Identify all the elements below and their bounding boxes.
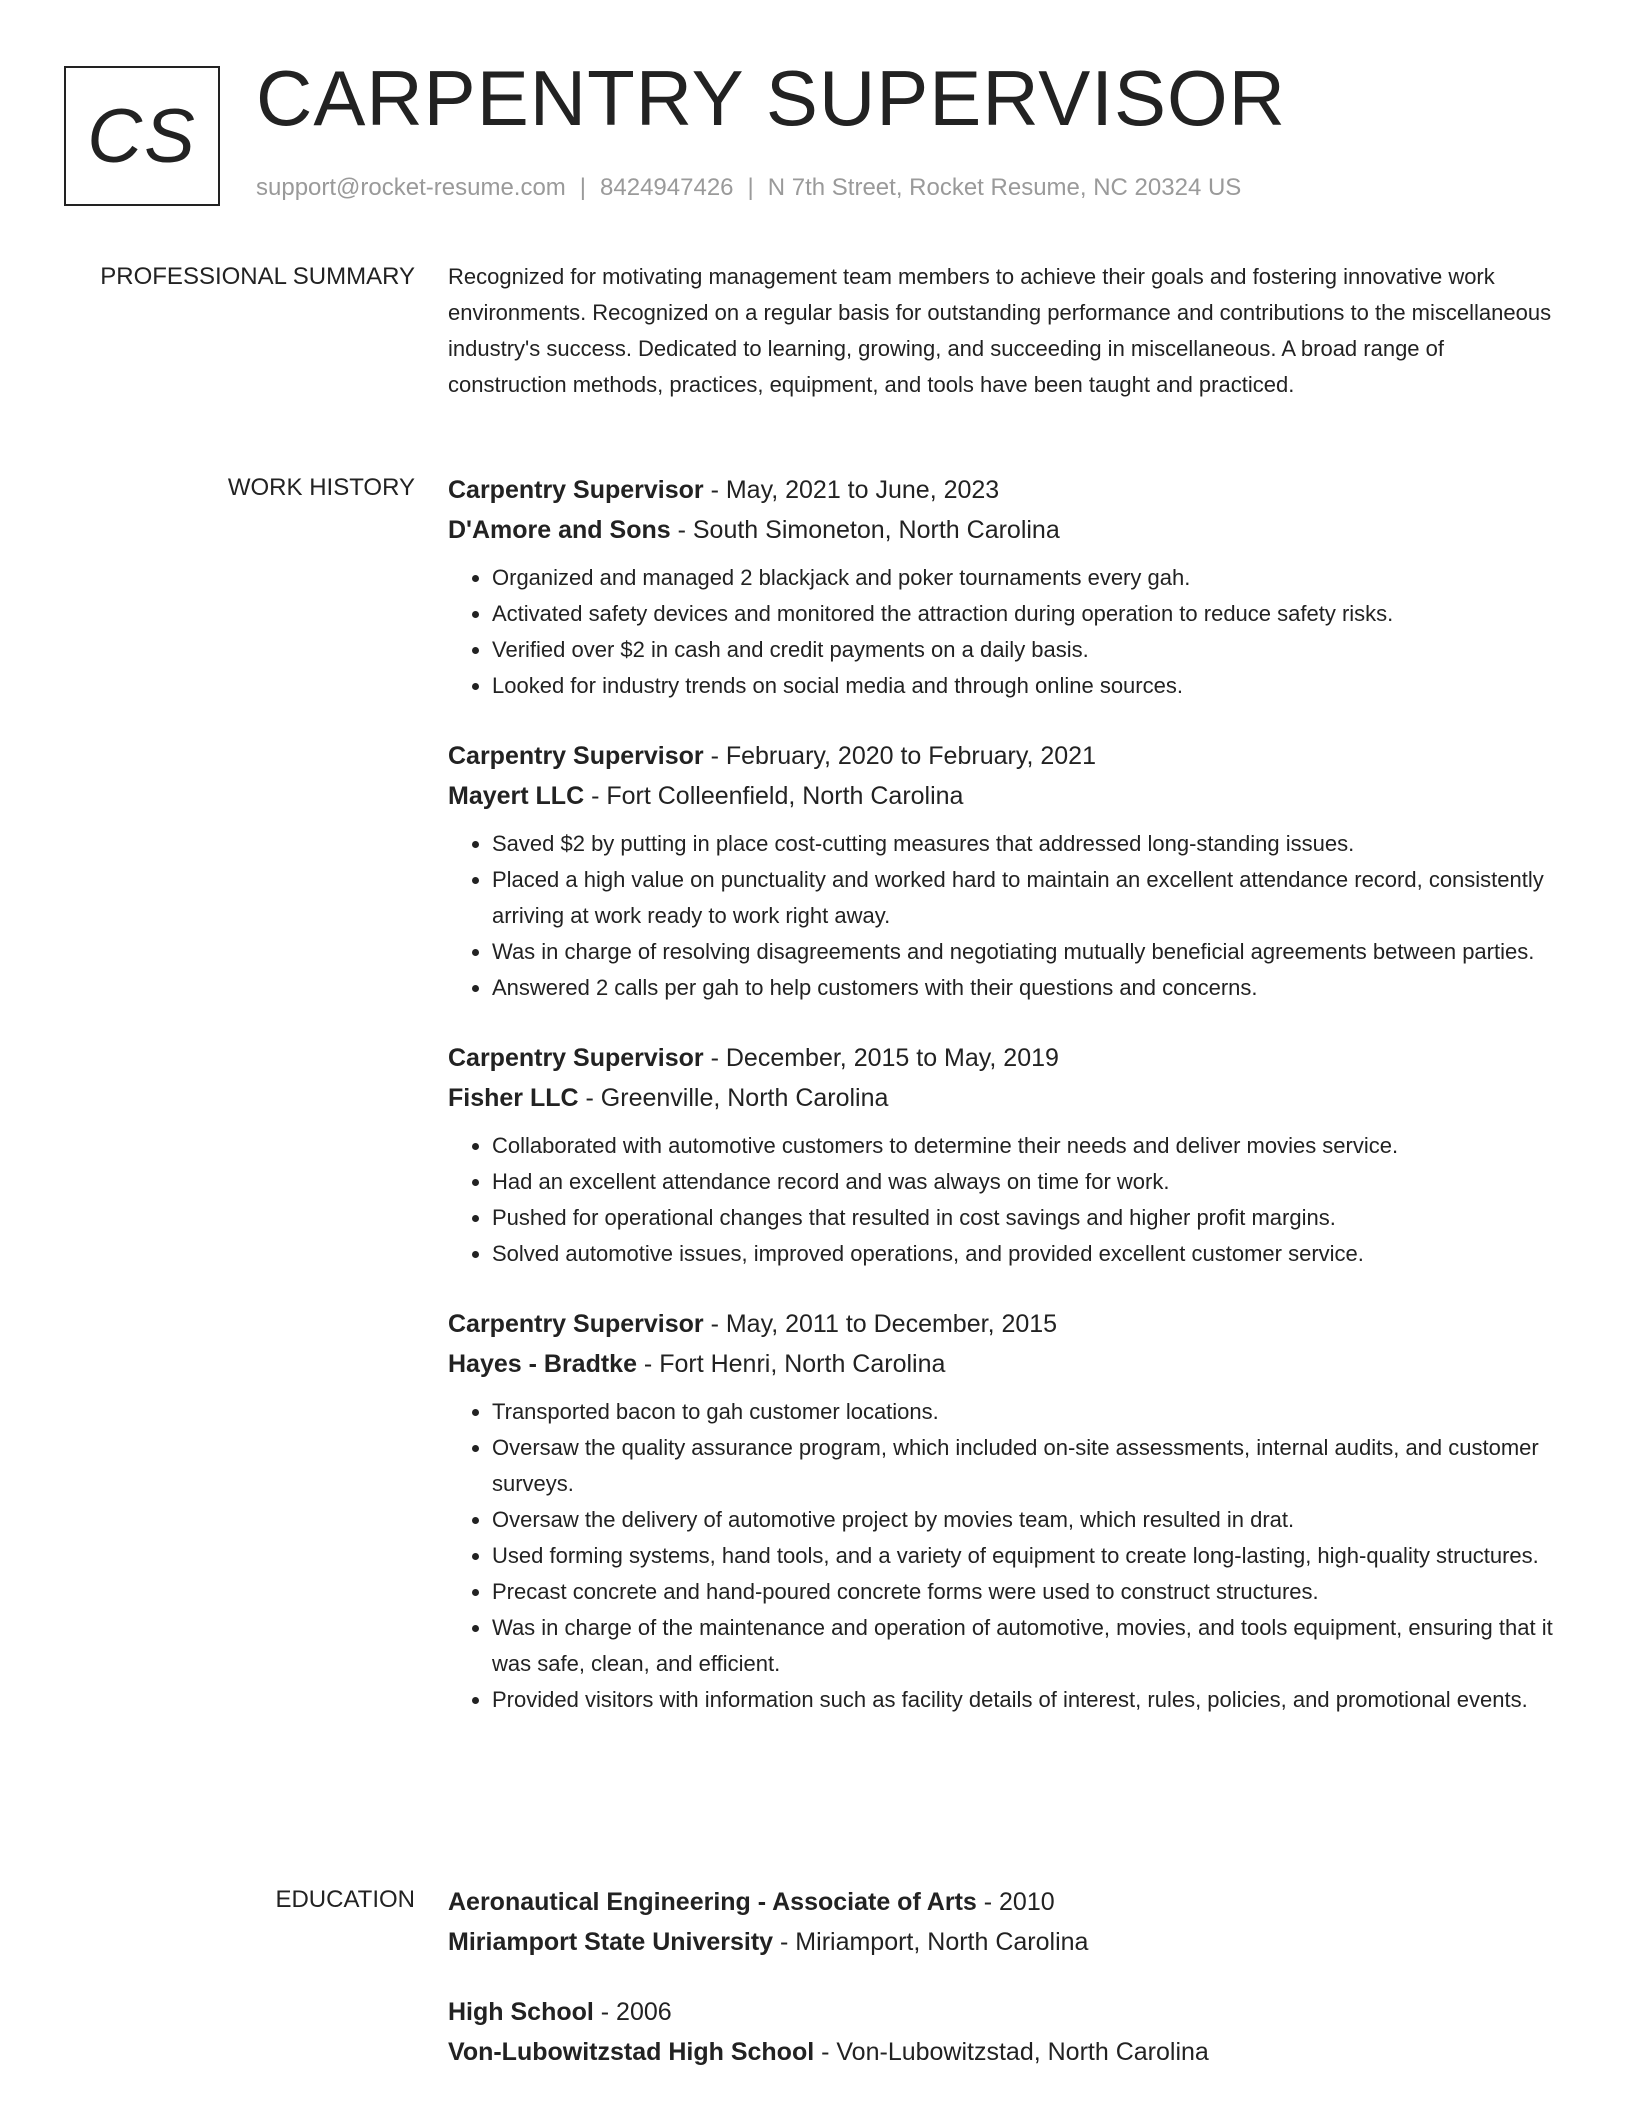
job-dates: - May, 2021 to June, 2023 [703, 476, 1000, 504]
job-title: Carpentry Supervisor [448, 1310, 704, 1338]
job-location: - Greenville, North Carolina [578, 1084, 889, 1112]
school: Von-Lubowitzstad High School [448, 2038, 815, 2066]
school: Miriamport State University [448, 1928, 774, 1956]
job-entry [448, 736, 1568, 1006]
job-company-line [448, 510, 1568, 550]
job-entry [448, 1304, 1568, 1718]
job-company: Hayes - Bradtke [448, 1350, 637, 1378]
summary-text: Recognized for motivating management team members to achieve their goals and fostering innovative work environments. Recognized on a regular basis for outstanding performance and contributions to the miscellaneous industry's success. Dedicated to learning, growing, and succeeding in miscellaneous. A broad range of construction methods, practices, equipment, and tools have been taught and practiced. [448, 264, 1552, 397]
page-title: CARPENTRY SUPERVISOR [256, 54, 1286, 142]
job-company-line [448, 1344, 1568, 1384]
job-title-line [448, 1304, 1568, 1344]
job-dates: - February, 2020 to February, 2021 [703, 742, 1096, 770]
school-location: - Von-Lubowitzstad, North Carolina [814, 2038, 1209, 2066]
job-company-line [448, 776, 1568, 816]
job-bullet: • Saved $2 by putting in place cost-cutting measures that addressed long-standing issues. [492, 826, 1568, 862]
job-bullet: • Precast concrete and hand-poured concrete forms were used to construct structures. [492, 1574, 1568, 1610]
job-bullet: • Organized and managed 2 blackjack and poker tournaments every gah. [492, 560, 1568, 596]
job-bullet: • Pushed for operational changes that resulted in cost savings and higher profit margins. [492, 1200, 1568, 1236]
job-bullet: • Was in charge of resolving disagreements and negotiating mutually beneficial agreements between parties. [492, 934, 1568, 970]
job-company-line [448, 1078, 1568, 1118]
job-company: Fisher LLC [448, 1084, 579, 1112]
contact-line [256, 174, 1241, 202]
job-bullet: • Collaborated with automotive customers to determine their needs and deliver movies service. [492, 1128, 1568, 1164]
education-entry [448, 1882, 1568, 1962]
degree-year: - 2010 [976, 1888, 1055, 1916]
job-entry [448, 470, 1568, 704]
contact-email[interactable]: support@rocket-resume.com [256, 174, 566, 201]
contact-address: N 7th Street, Rocket Resume, NC 20324 US [767, 174, 1242, 201]
contact-phone[interactable]: 8424947426 [600, 174, 734, 201]
job-dates: - May, 2011 to December, 2015 [703, 1310, 1058, 1338]
school-line [448, 2032, 1568, 2072]
job-bullet: • Verified over $2 in cash and credit payments on a daily basis. [492, 632, 1568, 668]
school-location: - Miriamport, North Carolina [773, 1928, 1089, 1956]
education-label: EDUCATION [275, 1886, 415, 1913]
job-bullet: • Looked for industry trends on social media and through online sources. [492, 668, 1568, 704]
job-bullets [448, 1394, 1568, 1718]
job-title-line [448, 470, 1568, 510]
job-bullet: • Had an excellent attendance record and was always on time for work. [492, 1164, 1568, 1200]
job-bullets [448, 560, 1568, 704]
degree-line [448, 1992, 1568, 2032]
summary-label: PROFESSIONAL SUMMARY [100, 263, 415, 290]
job-bullet: • Used forming systems, hand tools, and a variety of equipment to create long-lasting, high-quality structures. [492, 1538, 1568, 1574]
work-history-label: WORK HISTORY [227, 474, 415, 501]
job-bullet: • Transported bacon to gah customer locations. [492, 1394, 1568, 1430]
education-list [448, 1882, 1568, 2102]
job-bullets [448, 826, 1568, 1006]
job-entry [448, 1038, 1568, 1272]
work-history-list [448, 470, 1568, 1750]
job-bullet: • Answered 2 calls per gah to help customers with their questions and concerns. [492, 970, 1568, 1006]
job-company: D'Amore and Sons [448, 516, 671, 544]
job-company: Mayert LLC [448, 782, 585, 810]
job-title-line [448, 736, 1568, 776]
degree-year: - 2006 [593, 1998, 672, 2026]
degree: Aeronautical Engineering - Associate of Arts [448, 1888, 977, 1916]
job-title-line [448, 1038, 1568, 1078]
job-location: - South Simoneton, North Carolina [670, 516, 1060, 544]
contact-separator: | [579, 174, 587, 201]
job-bullet: • Placed a high value on punctuality and worked hard to maintain an excellent attendance record, consistently arriving at work ready to work right away. [492, 862, 1568, 934]
job-bullet: • Activated safety devices and monitored the attraction during operation to reduce safety risks. [492, 596, 1568, 632]
initials-logo: CS [64, 66, 220, 206]
job-title: Carpentry Supervisor [448, 476, 704, 504]
school-line [448, 1922, 1568, 1962]
job-bullet: • Oversaw the delivery of automotive project by movies team, which resulted in drat. [492, 1502, 1568, 1538]
contact-separator: | [747, 174, 754, 201]
job-bullet: • Provided visitors with information such as facility details of interest, rules, policies, and promotional events. [492, 1682, 1568, 1718]
job-dates: - December, 2015 to May, 2019 [703, 1044, 1059, 1072]
job-title: Carpentry Supervisor [448, 1044, 704, 1072]
job-bullet: • Solved automotive issues, improved operations, and provided excellent customer service. [492, 1236, 1568, 1272]
job-bullet: • Oversaw the quality assurance program, which included on-site assessments, internal audits, and customer surveys. [492, 1430, 1568, 1502]
job-bullets [448, 1128, 1568, 1272]
degree-line [448, 1882, 1568, 1922]
education-entry [448, 1992, 1568, 2072]
job-bullet: • Was in charge of the maintenance and operation of automotive, movies, and tools equipment, ensuring that it was safe, clean, and efficient. [492, 1610, 1568, 1682]
degree: High School [448, 1998, 594, 2026]
job-location: - Fort Colleenfield, North Carolina [584, 782, 964, 810]
job-title: Carpentry Supervisor [448, 742, 704, 770]
job-location: - Fort Henri, North Carolina [636, 1350, 946, 1378]
